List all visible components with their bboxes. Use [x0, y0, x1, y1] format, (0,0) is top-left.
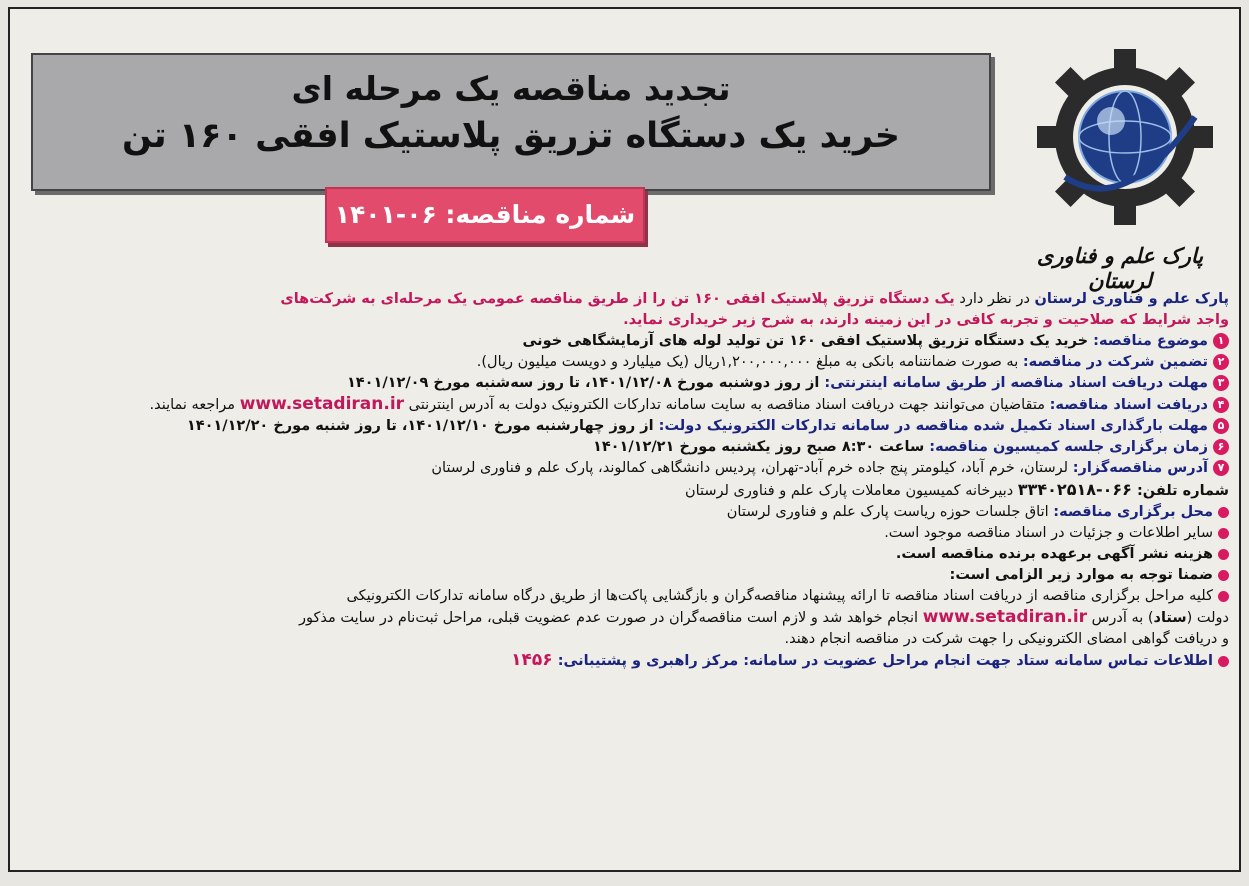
item-7 [14, 458, 1229, 479]
tender-notice [8, 7, 1241, 872]
final-line-2 [14, 607, 1229, 629]
bullet-venue [14, 502, 1229, 523]
contact-line [14, 650, 1229, 672]
item-label: مهلت دریافت اسناد مناقصه از طریق سامانه اینترنتی: [824, 375, 1208, 391]
final-text: کلیه مراحل برگزاری مناقصه از دریافت اسناد مناقصه تا ارائه پیشنهاد مناقصه‌گران و بازگشایی پاکت‌ها از طریق درگاه سامانه تدارکات الکترونیکی [346, 588, 1213, 604]
item-6 [14, 437, 1229, 458]
logo-text: پارک علم و فناوری لرستان [1036, 243, 1204, 293]
title-box [31, 53, 991, 191]
contact-number: ۱۴۵۶ [511, 650, 553, 670]
intro-line-1 [14, 289, 1229, 310]
bullet-note [14, 565, 1229, 586]
item-number: ۳ [1213, 375, 1229, 391]
final-line-1 [14, 586, 1229, 607]
bullet-icon [1218, 549, 1229, 560]
intro-highlight: یک دستگاه تزریق پلاستیک افقی ۱۶۰ تن را از طریق مناقصه عمومی یک مرحله‌ای به شرکت‌های [280, 291, 955, 307]
phone-text: دبیرخانه کمیسیون معاملات پارک علم و فناوری لرستان [684, 483, 1018, 499]
item-text: ساعت ۸:۳۰ صبح روز یکشنبه مورخ ۱۴۰۱/۱۲/۲۱ [592, 439, 930, 455]
bullet-icon [1218, 656, 1229, 667]
item-label: دریافت اسناد مناقصه: [1049, 397, 1208, 413]
bullet-label: هزینه نشر آگهی برعهده برنده مناقصه است. [895, 546, 1213, 562]
item-text: لرستان، خرم آباد، کیلومتر پنج جاده خرم آباد-تهران، پردیس دانشگاهی کمالوند، پارک علم و فناوری لرستان [431, 460, 1073, 476]
item-text: از روز دوشنبه مورخ ۱۴۰۱/۱۲/۰۸، تا روز سه‌شنبه مورخ ۱۴۰۱/۱۲/۰۹ [346, 375, 825, 391]
gear-globe-icon [1025, 41, 1225, 241]
item-label: موضوع مناقصه: [1093, 333, 1208, 349]
bullet-label: ضمنا توجه به موارد زیر الزامی است: [949, 567, 1213, 583]
setad-word: ستاد [1153, 610, 1187, 626]
item-text: متقاضیان می‌توانند جهت دریافت اسناد مناقصه به سایت سامانه تدارکات الکترونیک دولت به آدرس اینترنتی [404, 397, 1050, 413]
intro-text: در نظر دارد [954, 291, 1035, 307]
setadiran-link[interactable]: www.setadiran.ir [239, 394, 405, 414]
intro-org: پارک علم و فناوری لرستان [1034, 291, 1229, 307]
item-text: از روز چهارشنبه مورخ ۱۴۰۱/۱۲/۱۰، تا روز شنبه مورخ ۱۴۰۱/۱۲/۲۰ [186, 418, 659, 434]
item-5 [14, 416, 1229, 437]
item-number: ۴ [1213, 397, 1229, 413]
final-text: دولت ( [1186, 610, 1229, 626]
item-text-after: مراجعه نمایند. [149, 397, 240, 413]
bullet-cost [14, 544, 1229, 565]
bullet-icon [1218, 507, 1229, 518]
phone-label: شماره تلفن: [1131, 483, 1229, 499]
item-4 [14, 394, 1229, 416]
intro-line-2: واجد شرایط که صلاحیت و تجربه کافی در این زمینه دارند، به شرح زیر خریداری نماید. [623, 312, 1229, 328]
item-text: خرید یک دستگاه تزریق پلاستیک افقی ۱۶۰ تن تولید لوله های آزمایشگاهی خونی [522, 333, 1094, 349]
item-3 [14, 373, 1229, 394]
bullet-text: اتاق جلسات حوزه ریاست پارک علم و فناوری لرستان [726, 504, 1054, 520]
item-number: ۶ [1213, 439, 1229, 455]
bullet-text: سایر اطلاعات و جزئیات در اسناد مناقصه موجود است. [884, 525, 1213, 541]
contact-text: اطلاعات تماس سامانه ستاد جهت انجام مراحل عضویت در سامانه: مرکز راهبری و پشتیبانی: [552, 653, 1213, 669]
tender-number-badge: شماره مناقصه: ۰۶-۱۴۰۱ [325, 187, 645, 243]
bullet-info [14, 523, 1229, 544]
item-text: به صورت ضمانتنامه بانکی به مبلغ ۱,۲۰۰,۰۰۰,۰۰۰ریال (یک میلیارد و دویست میلیون ریال). [476, 354, 1023, 370]
final-line-3: و دریافت گواهی امضای الکترونیکی را جهت شرکت در مناقصه انجام دهند. [784, 631, 1229, 647]
title-line-2: خرید یک دستگاه تزریق پلاستیک افقی ۱۶۰ تن [121, 116, 900, 156]
phone-line [14, 479, 1229, 502]
item-1 [14, 331, 1229, 352]
title-line-1: تجدید مناقصه یک مرحله ای [291, 69, 731, 108]
final-text: ) به آدرس [1087, 610, 1154, 626]
bullet-icon [1218, 570, 1229, 581]
item-number: ۷ [1213, 460, 1229, 476]
item-label: مهلت بارگذاری اسناد تکمیل شده مناقصه در سامانه تدارکات الکترونیک دولت: [658, 418, 1208, 434]
park-logo [1025, 41, 1225, 293]
setadiran-link-2[interactable]: www.setadiran.ir [922, 607, 1088, 627]
phone-number: ۰۶۶-۳۳۴۰۲۵۱۸ [1017, 480, 1132, 499]
item-2 [14, 352, 1229, 373]
item-number: ۲ [1213, 354, 1229, 370]
item-label: زمان برگزاری جلسه کمیسیون مناقصه: [929, 439, 1208, 455]
item-label: تضمین شرکت در مناقصه: [1022, 354, 1208, 370]
bullet-icon [1218, 591, 1229, 602]
item-number: ۵ [1213, 418, 1229, 434]
notice-body [14, 289, 1229, 672]
item-number: ۱ [1213, 333, 1229, 349]
final-text: انجام خواهد شد و لازم است مناقصه‌گران در صورت عدم عضویت قبلی، مراحل ثبت‌نام در سایت مذکور [299, 610, 923, 626]
item-label: آدرس مناقصه‌گزار: [1072, 460, 1208, 476]
bullet-icon [1218, 528, 1229, 539]
bullet-label: محل برگزاری مناقصه: [1053, 504, 1213, 520]
